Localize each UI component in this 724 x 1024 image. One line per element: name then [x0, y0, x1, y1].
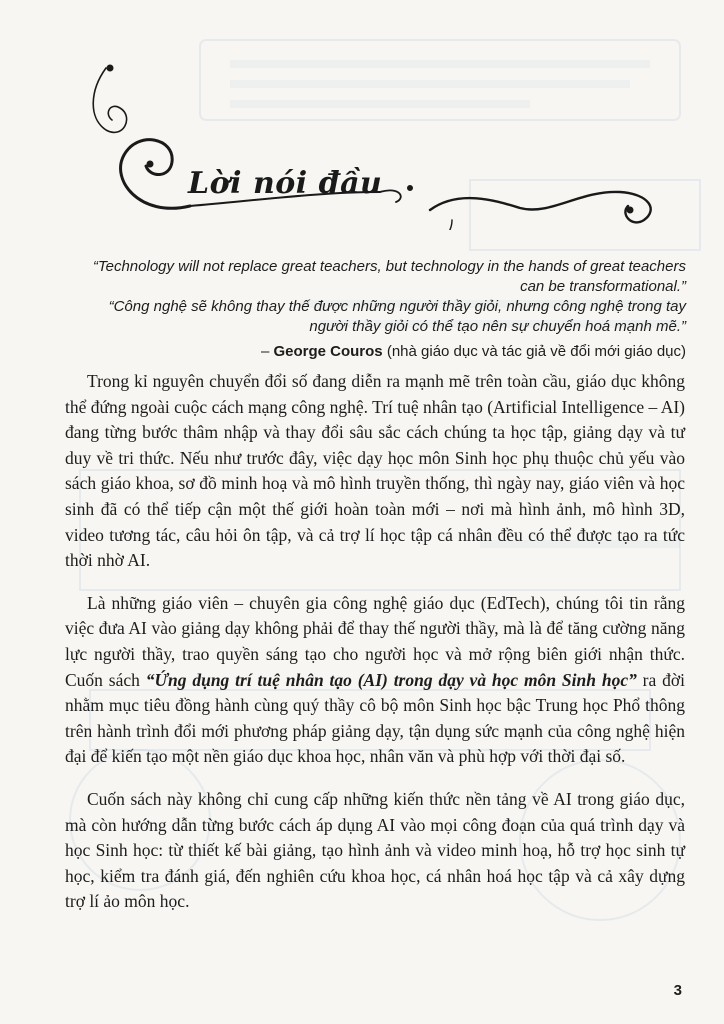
paragraph-1: Trong kỉ nguyên chuyển đổi số đang diễn ra mạnh mẽ trên toàn cầu, giáo dục không thể đứng ngoài cuộc cách mạng công nghệ. Trí tuệ nhân tạo (Artificial Intelligence – AI) đang từng bước thâm nhập và thay đổi sâu sắc cách chúng ta học tập, giảng dạy và tư duy về tri thức. Nếu như trước đây, việc dạy học môn Sinh học phụ thuộc chủ yếu vào sách giáo khoa, sơ đồ minh hoạ và mô hình truyền thống, thì ngày nay, giáo viên và học sinh đã có thể tiếp cận một thế giới hoàn toàn mới – nơi mà hình ảnh, mô hình 3D, video tương tác, câu hỏi ôn tập, và cả trợ lí học tập cá nhân đều có thể được tạo ra tức thời nhờ AI. [65, 371, 685, 571]
paragraph-2-part-1: Là những giáo viên – chuyên gia công nghệ giáo dục (EdTech), chúng tôi tin rằng việc đưa AI vào giảng dạy không phải để thay thế người thầy, mà là để tăng cường năng lực người thầy, trao quyền sáng tạo cho người học và mở rộng biên giới nhận thức. Cuốn sách [65, 592, 685, 690]
epigraph-attribution [70, 341, 686, 362]
book-title: “Ứng dụng trí tuệ nhân tạo (AI) trong dạy và học môn Sinh học” [145, 669, 637, 690]
paragraph-2-part-2: ra đời nhằm mục tiêu đồng hành cùng quý thầy cô bộ môn Sinh học bậc Trung học Phổ thông trên hành trình đổi mới phương pháp giảng dạy, tận dụng sức mạnh của công nghệ hiện đại để kiến tạo một nền giáo dục khoa học, nhân văn và phù hợp với thời đại số. [65, 669, 685, 767]
epigraph-vietnamese: “Công nghệ sẽ không thay thế được những người thầy giỏi, nhưng công nghệ trong tay người thầy giỏi có thể tạo nên sự chuyển hoá mạnh mẽ.” [108, 298, 686, 335]
attribution-author: George Couros [273, 343, 383, 360]
paragraph-3: Cuốn sách này không chỉ cung cấp những kiến thức nền tảng về AI trong giáo dục, mà còn hướng dẫn từng bước cách áp dụng AI vào mọi công đoạn của quá trình dạy và học Sinh học: từ thiết kế bài giảng, tạo hình ảnh và video minh hoạ, hỗ trợ học sinh tự học, kiểm tra đánh giá, đến nghiên cứu khoa học, cá nhân hoá học tập và cả xây dựng trợ lí ảo môn học. [65, 788, 685, 912]
page-number: 3 [673, 982, 682, 999]
paragraph-2 [65, 591, 685, 770]
page-heading: Lời nói đầu [188, 166, 383, 201]
attribution-note: (nhà giáo dục và tác giả về đổi mới giáo dục) [382, 343, 686, 360]
epigraph [70, 257, 686, 337]
attribution-dash: – [260, 343, 274, 360]
epigraph-english: “Technology will not replace great teachers, but technology in the hands of great teachers can be transformational.” [92, 258, 686, 295]
heading-flourish [80, 60, 680, 230]
body-text [65, 369, 685, 932]
